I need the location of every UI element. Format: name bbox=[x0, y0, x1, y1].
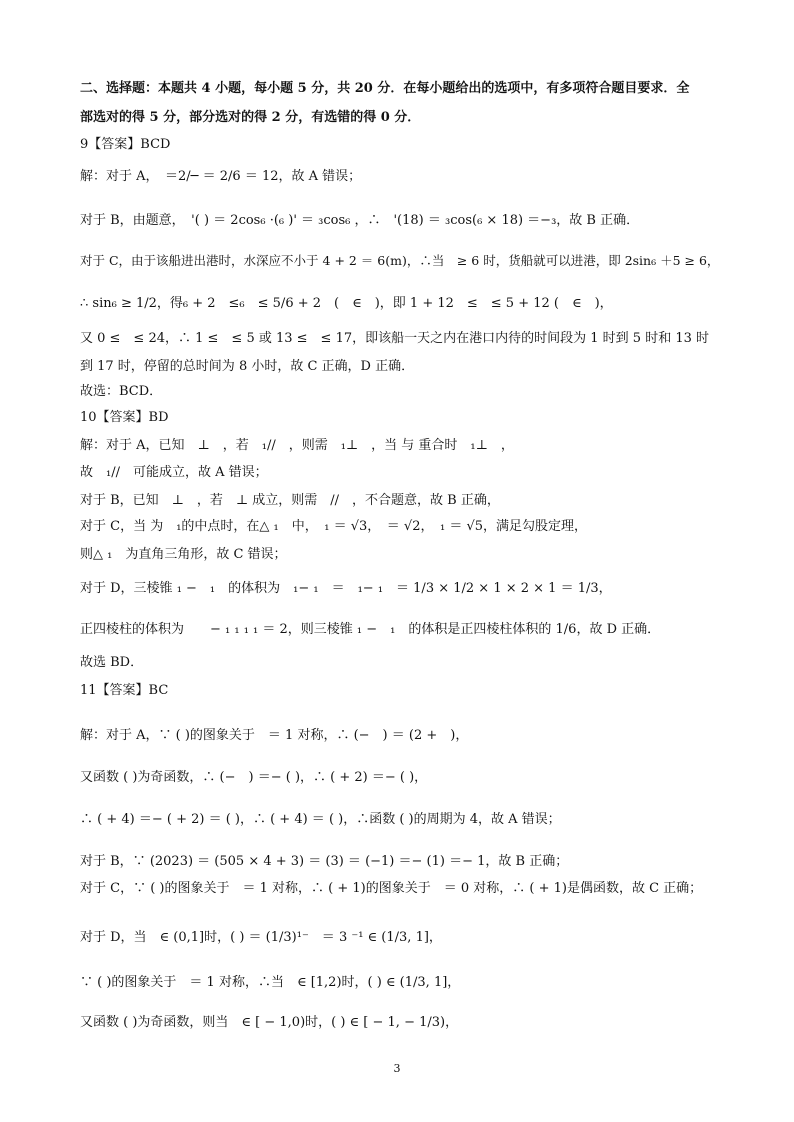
q11-line-1: 解：对于 A，∵ ( )的图象关于 ＝ 1 对称，∴ (− ) ＝ (2 + )， bbox=[80, 728, 469, 743]
q10-conclusion: 故选 BD． bbox=[80, 655, 144, 670]
q9-line-6: 到 17 时，停留的总时间为 8 小时，故 C 正确，D 正确． bbox=[80, 359, 415, 374]
section-heading-line-1: 二、选择题：本题共 4 小题，每小题 5 分，共 20 分．在每小题给出的选项中，有多项符合题目要求．全 bbox=[80, 81, 690, 96]
q10-line-5: 则△ ₁ 为直角三角形，故 C 错误； bbox=[80, 547, 287, 562]
q9-line-4: ∴ sin₆ ≥ 1/2，得₆ + 2 ≤₆ ≤ 5/6 + 2 ( ∈ )，即 1 + 12 ≤ ≤ 5 + 12 ( ∈ )， bbox=[80, 296, 613, 311]
q11-line-4: 对于 B，∵ (2023) ＝ (505 × 4 + 3) ＝ (3) ＝ (−1) ＝− (1) ＝− 1，故 B 正确； bbox=[80, 854, 569, 869]
q11-line-7: ∵ ( )的图象关于 ＝ 1 对称，∴当 ∈ [1,2)时，( ) ∈ (1/3, 1]， bbox=[80, 975, 461, 990]
q11-line-3: ∴ ( + 4) ＝− ( + 2) ＝ ( )，∴ ( + 4) ＝ ( )，∴函数 ( )的周期为 4，故 A 错误； bbox=[80, 812, 561, 827]
q10-line-4: 对于 C，当 为 ₁的中点时，在△ ₁ 中， ₁ ＝ √3， ＝ √2， ₁ ＝ √5，满足勾股定理， bbox=[80, 519, 588, 534]
q9-conclusion: 故选：BCD． bbox=[80, 384, 163, 399]
q10-line-3: 对于 B，已知 ⊥ ，若 ⊥ 成立，则需 // ，不合题意，故 B 正确， bbox=[80, 493, 500, 508]
q11-line-5: 对于 C，∵ ( )的图象关于 ＝ 1 对称，∴ ( + 1)的图象关于 ＝ 0 对称，∴ ( + 1)是偶函数，故 C 正确； bbox=[80, 881, 703, 896]
q9-line-1: 解：对于 A， ＝2/─ ＝ 2/6 ＝ 12，故 A 错误； bbox=[80, 169, 362, 184]
q10-line-1: 解：对于 A，已知 ⊥ ，若 ₁// ，则需 ₁⊥ ，当 与 重合时 ₁⊥ ， bbox=[80, 438, 514, 453]
q11-line-2: 又函数 ( )为奇函数，∴ (− ) ＝− ( )，∴ ( + 2) ＝− ( )， bbox=[80, 770, 428, 785]
q9-line-2: 对于 B，由题意， '( ) ＝ 2cos₆ ·(₆ )' ＝ ₃cos₆ ，∴ '(18) ＝ ₃cos(₆ × 18) ＝−₃，故 B 正确． bbox=[80, 213, 640, 228]
q9-line-3: 对于 C，由于该船进出港时，水深应不小于 4 + 2 ＝ 6(m)，∴当 ≥ 6 时，货船就可以进港，即 2sin₆ ＋5 ≥ 6， bbox=[80, 253, 720, 268]
section-heading-line-2: 部选对的得 5 分，部分选对的得 2 分，有选错的得 0 分． bbox=[80, 110, 421, 125]
q11-answer: 11【答案】BC bbox=[80, 683, 169, 698]
q10-line-6: 对于 D，三棱锥 ₁ − ₁ 的体积为 ₁− ₁ ＝ ₁− ₁ ＝ 1/3 × 1/2 × 1 × 2 × 1 ＝ 1/3， bbox=[80, 581, 612, 596]
q11-line-6: 对于 D，当 ∈ (0,1]时，( ) ＝ (1/3)¹⁻ ＝ 3 ⁻¹ ∈ (1/3, 1]， bbox=[80, 930, 442, 945]
q9-answer: 9【答案】BCD bbox=[80, 137, 171, 152]
q9-line-5: 又 0 ≤ ≤ 24，∴ 1 ≤ ≤ 5 或 13 ≤ ≤ 17，即该船一天之内在港口内待的时间段为 1 时到 5 时和 13 时 bbox=[80, 331, 709, 346]
q10-line-7: 正四棱柱的体积为 − ₁ ₁ ₁ ₁ ＝ 2，则三棱锥 ₁ − ₁ 的体积是正四棱柱体积的 1/6，故 D 正确． bbox=[80, 622, 661, 637]
q10-line-2: 故 ₁// 可能成立，故 A 错误； bbox=[80, 465, 268, 480]
q11-line-8: 又函数 ( )为奇函数，则当 ∈ [ − 1,0)时，( ) ∈ [ − 1, − 1/3)， bbox=[80, 1015, 459, 1030]
page-number: 3 bbox=[393, 1062, 401, 1075]
q10-answer: 10【答案】BD bbox=[80, 410, 169, 425]
